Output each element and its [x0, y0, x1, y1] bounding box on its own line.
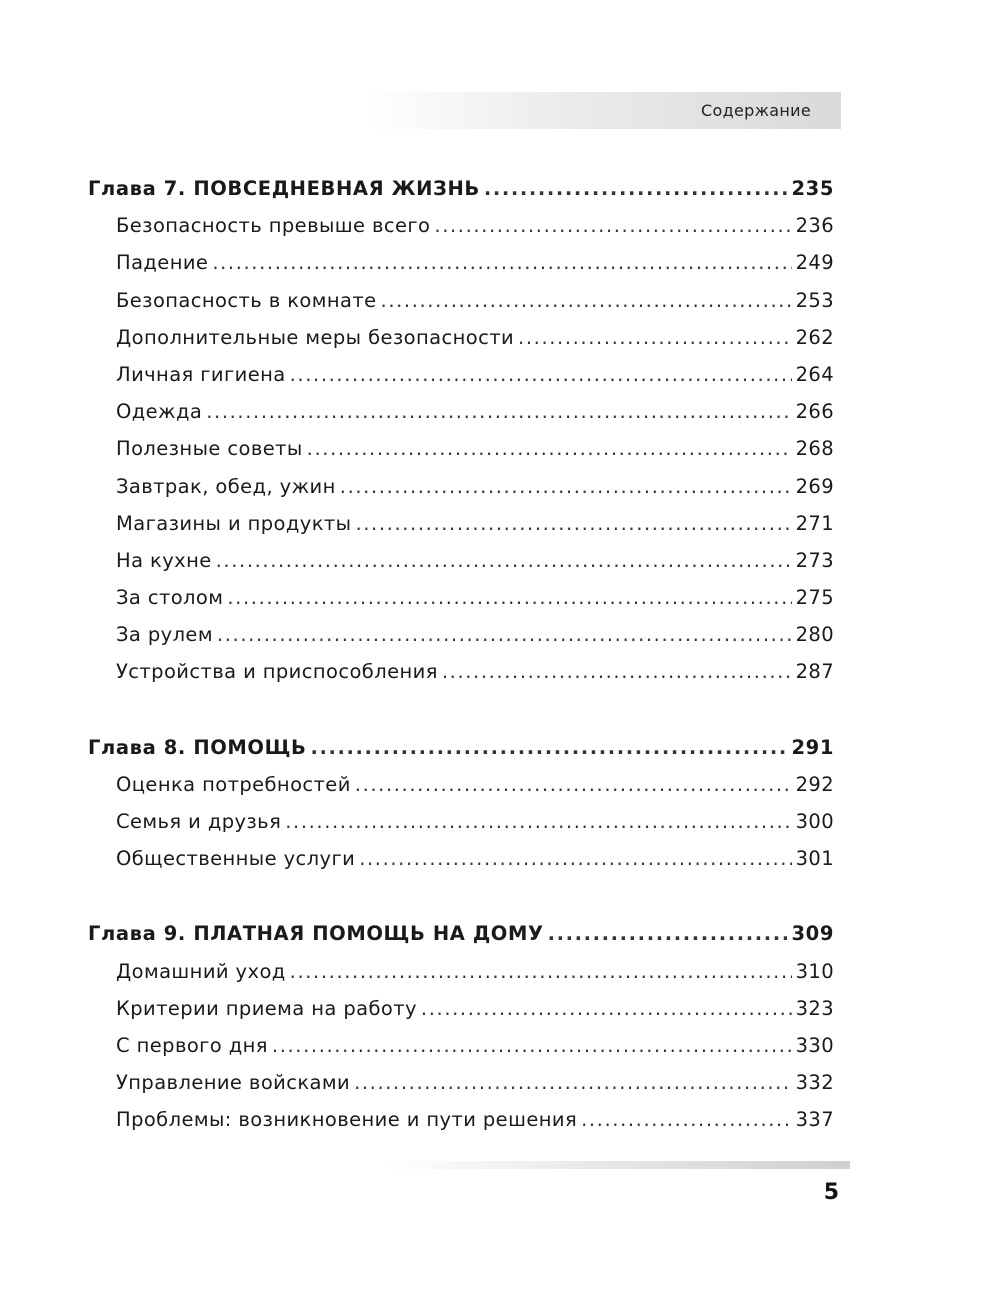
dot-leader [442, 653, 792, 690]
chapter-heading[interactable] [88, 729, 834, 766]
toc-entry[interactable] [88, 356, 834, 393]
chapter-heading[interactable] [88, 170, 834, 207]
entry-title: Критерии приема на работу [116, 996, 417, 1020]
entry-page: 332 [795, 1071, 834, 1095]
entry-page: 337 [795, 1108, 834, 1132]
dot-leader [217, 616, 792, 653]
entry-page: 253 [795, 288, 834, 312]
entry-page: 310 [795, 959, 834, 983]
dot-leader [421, 990, 792, 1027]
entry-title: Проблемы: возникновение и пути решения [116, 1108, 578, 1132]
entry-page: 273 [795, 548, 834, 572]
chapter-heading[interactable] [88, 915, 834, 952]
dot-leader [216, 542, 792, 579]
dot-leader [381, 282, 792, 319]
toc-entry[interactable] [88, 393, 834, 430]
dot-leader [548, 915, 788, 952]
toc-entry[interactable] [88, 1064, 834, 1101]
toc-entry[interactable] [88, 990, 834, 1027]
chapter-page: 291 [791, 735, 834, 759]
entry-page: 249 [795, 251, 834, 275]
entry-page: 292 [795, 772, 834, 796]
entry-title: За столом [116, 586, 224, 610]
dot-leader [212, 244, 791, 281]
toc-entry[interactable] [88, 653, 834, 690]
dot-leader [227, 579, 791, 616]
entry-page: 301 [795, 847, 834, 871]
entry-title: С первого дня [116, 1033, 268, 1057]
dot-leader [307, 430, 792, 467]
chapter-page: 235 [791, 177, 834, 200]
toc-entry[interactable] [88, 840, 834, 877]
dot-leader [484, 170, 788, 207]
chapter-8 [88, 729, 834, 878]
entry-title: Общественные услуги [116, 847, 356, 871]
running-header [365, 92, 841, 129]
toc-entry[interactable] [88, 766, 834, 803]
chapter-title: Глава 8. ПОМОЩЬ [88, 735, 307, 759]
entry-page: 280 [795, 623, 834, 647]
entry-title: Полезные советы [116, 437, 303, 461]
dot-leader [290, 953, 792, 990]
toc-entry[interactable] [88, 953, 834, 990]
entry-title: Завтрак, обед, ужин [116, 474, 336, 498]
entry-page: 266 [795, 400, 834, 424]
footer-rule [380, 1161, 850, 1169]
chapter-title: Глава 7. ПОВСЕДНЕВНАЯ ЖИЗНЬ [88, 177, 480, 200]
toc-entry[interactable] [88, 282, 834, 319]
entry-page: 236 [795, 214, 834, 238]
entry-title: Оценка потребностей [116, 772, 351, 796]
dot-leader [206, 393, 791, 430]
dot-leader [359, 840, 791, 877]
toc-entry[interactable] [88, 207, 834, 244]
page-number: 5 [823, 1180, 839, 1205]
dot-leader [518, 319, 792, 356]
dot-leader [340, 468, 792, 505]
entry-page: 287 [795, 660, 834, 684]
dot-leader [581, 1101, 792, 1138]
chapter-title: Глава 9. ПЛАТНАЯ ПОМОЩЬ НА ДОМУ [88, 922, 544, 946]
toc-entry[interactable] [88, 542, 834, 579]
entry-title: На кухне [116, 548, 212, 572]
entry-page: 269 [795, 474, 834, 498]
toc-entry[interactable] [88, 1101, 834, 1138]
toc-entry[interactable] [88, 430, 834, 467]
dot-leader [311, 729, 788, 766]
toc-entry[interactable] [88, 803, 834, 840]
dot-leader [355, 766, 792, 803]
chapter-9 [88, 915, 834, 1138]
toc-entry[interactable] [88, 616, 834, 653]
toc-entry[interactable] [88, 468, 834, 505]
entry-title: Магазины и продукты [116, 511, 352, 535]
dot-leader [285, 803, 791, 840]
chapter-7 [88, 170, 834, 691]
entry-page: 300 [795, 810, 834, 833]
entry-title: Управление войсками [116, 1071, 351, 1095]
toc-entry[interactable] [88, 505, 834, 542]
dot-leader [290, 356, 792, 393]
entry-title: Одежда [116, 400, 203, 424]
entry-title: Дополнительные меры безопасности [116, 325, 515, 349]
entry-page: 262 [795, 325, 834, 349]
toc-entry[interactable] [88, 319, 834, 356]
dot-leader [272, 1027, 792, 1064]
entry-page: 323 [795, 996, 834, 1020]
entry-title: За рулем [116, 623, 213, 647]
dot-leader [434, 207, 791, 244]
dot-leader [354, 1064, 792, 1101]
toc-entry[interactable] [88, 244, 834, 281]
dot-leader [355, 505, 791, 542]
entry-title: Домашний уход [116, 959, 286, 983]
entry-title: Падение [116, 251, 209, 275]
entry-page: 268 [795, 437, 834, 461]
toc-entry[interactable] [88, 579, 834, 616]
entry-page: 264 [795, 362, 834, 386]
entry-title: Семья и друзья [116, 810, 282, 833]
chapter-page: 309 [791, 922, 834, 946]
entry-page: 271 [795, 511, 834, 535]
entry-title: Личная гигиена [116, 362, 286, 386]
running-header-title: Содержание [701, 101, 811, 120]
table-of-contents [88, 170, 834, 1177]
entry-page: 275 [795, 586, 834, 610]
entry-page: 330 [795, 1033, 834, 1057]
entry-title: Безопасность в комнате [116, 288, 377, 312]
entry-title: Устройства и приспособления [116, 660, 438, 684]
toc-entry[interactable] [88, 1027, 834, 1064]
entry-title: Безопасность превыше всего [116, 214, 431, 238]
